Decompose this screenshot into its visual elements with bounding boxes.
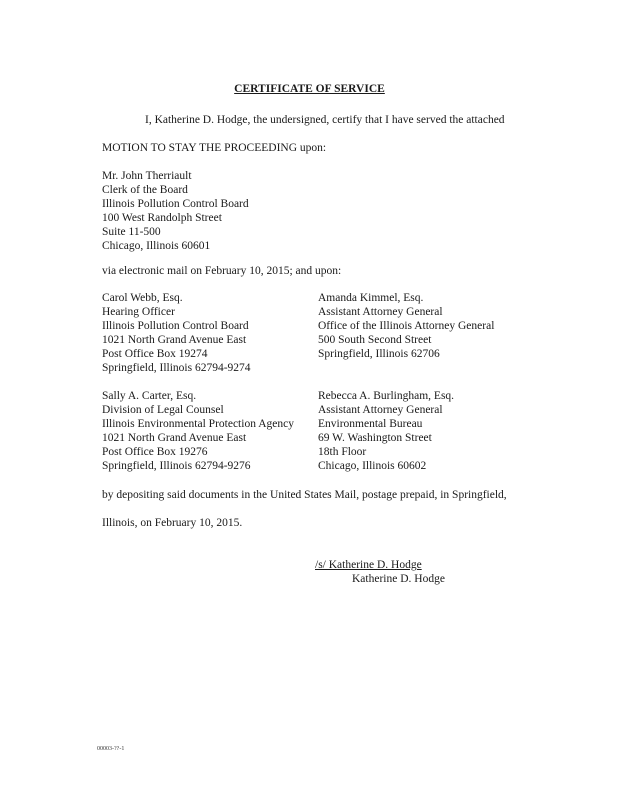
document-title: CERTIFICATE OF SERVICE [234,83,385,95]
address-line: Post Office Box 19274 [102,348,208,360]
closing-paragraph-line-1: by depositing said documents in the United States Mail, postage prepaid, in Springfield, [102,489,507,501]
address-line: Assistant Attorney General [318,404,443,416]
address-line: Illinois Pollution Control Board [102,198,249,210]
address-line: Mr. John Therriault [102,170,192,182]
address-line: Amanda Kimmel, Esq. [318,292,424,304]
address-line: Assistant Attorney General [318,306,443,318]
address-block-webb [102,291,251,375]
via-line: via electronic mail on February 10, 2015; and upon: [102,265,342,277]
address-line: 1021 North Grand Avenue East [102,334,247,346]
address-block-kimmel [318,291,494,361]
address-line: 18th Floor [318,446,367,458]
primary-recipient-address [102,169,249,253]
address-line: Springfield, Illinois 62794-9276 [102,460,251,472]
document-footer-code: 00003-??-1 [97,746,125,752]
address-line: Post Office Box 19276 [102,446,208,458]
address-line: 69 W. Washington Street [318,432,432,444]
address-line: Springfield, Illinois 62706 [318,348,440,360]
address-line: Division of Legal Counsel [102,404,224,416]
address-line: 1021 North Grand Avenue East [102,432,247,444]
address-line: Chicago, Illinois 60601 [102,240,211,252]
motion-line: MOTION TO STAY THE PROCEEDING upon: [102,142,327,154]
address-line: Carol Webb, Esq. [102,292,183,304]
signer-name: Katherine D. Hodge [352,573,445,585]
address-line: Office of the Illinois Attorney General [318,320,495,332]
signature-line: /s/ Katherine D. Hodge [315,559,422,571]
address-line: Sally A. Carter, Esq. [102,390,197,402]
address-line: Chicago, Illinois 60602 [318,460,427,472]
address-line: 500 South Second Street [318,334,432,346]
address-line: Suite 11-500 [102,226,161,238]
address-line: Illinois Environmental Protection Agency [102,418,294,430]
certification-statement: I, Katherine D. Hodge, the undersigned, certify that I have served the attached [145,114,505,126]
address-block-burlingham [318,389,454,473]
address-line: Springfield, Illinois 62794-9274 [102,362,251,374]
address-line: Rebecca A. Burlingham, Esq. [318,390,455,402]
address-line: 100 West Randolph Street [102,212,222,224]
address-line: Clerk of the Board [102,184,188,196]
address-line: Environmental Bureau [318,418,423,430]
closing-paragraph-line-2: Illinois, on February 10, 2015. [102,517,243,529]
address-line: Illinois Pollution Control Board [102,320,249,332]
address-line: Hearing Officer [102,306,175,318]
address-block-carter [102,389,294,473]
